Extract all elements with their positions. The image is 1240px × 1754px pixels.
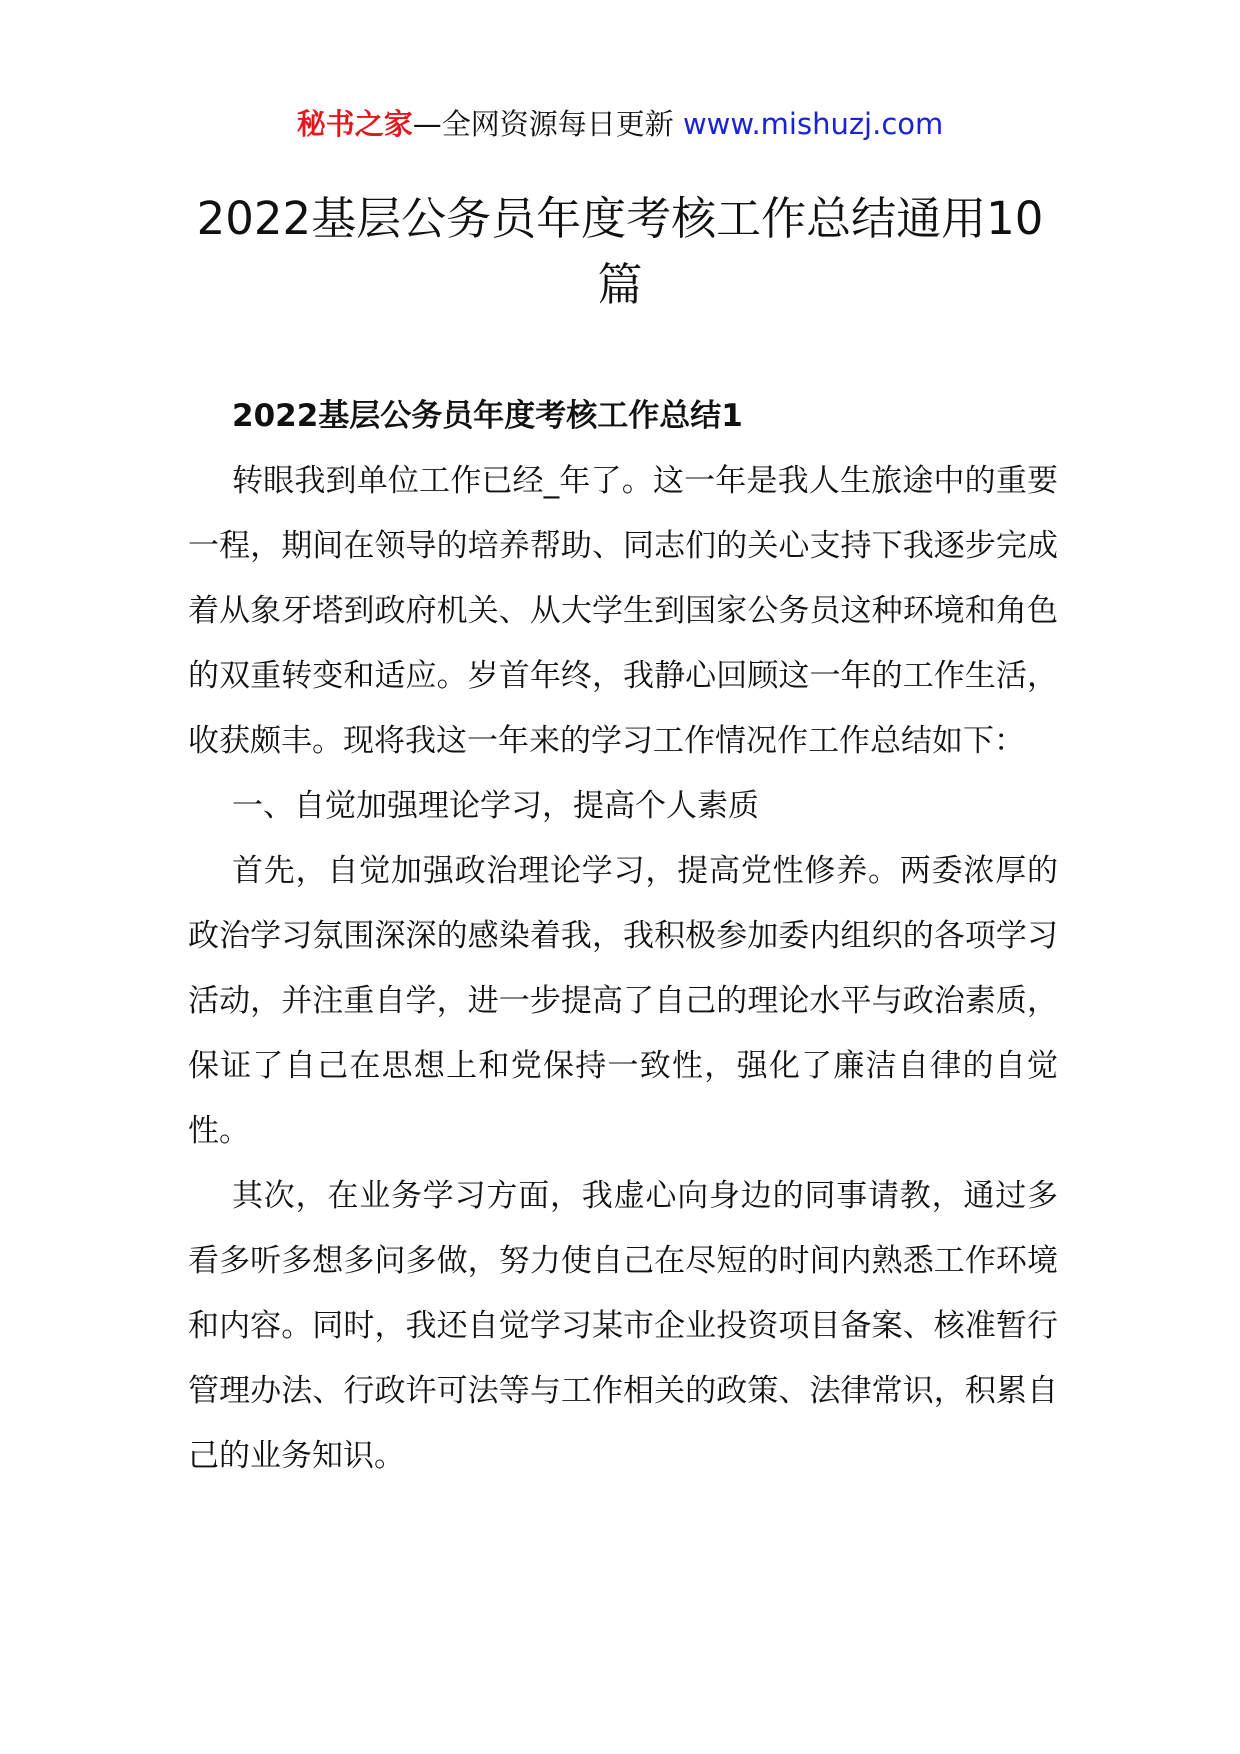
brand-name: 秘书之家	[296, 107, 413, 141]
paragraph-intro: 转眼我到单位工作已经_年了。这一年是我人生旅途中的重要一程，期间在领导的培养帮助、同志们的关心支持下我逐步完成着从象牙塔到政府机关、从大学生到国家公务员这种环境和角色的双重转变和适应。岁首年终，我静心回顾这一年的工作生活，收获颇丰。现将我这一年来的学习工作情况作工作总结如下：	[188, 463, 1058, 759]
site-header	[0, 100, 1240, 148]
section-heading: 2022基层公务员年度考核工作总结1	[232, 398, 743, 434]
paragraph-first: 首先，自觉加强政治理论学习，提高党性修养。两委浓厚的政治学习氛围深深的感染着我，我积极参加委内组织的各项学习活动，并注重自学，进一步提高了自己的理论水平与政治素质，保证了自己在思想上和党保持一致性，强化了廉洁自律的自觉性。	[188, 853, 1058, 1149]
header-tagline: —全网资源每日更新	[412, 107, 674, 141]
paragraph-subheading: 一、自觉加强理论学习，提高个人素质	[232, 788, 759, 824]
document-title: 2022基层公务员年度考核工作总结通用10篇	[196, 192, 1044, 311]
paragraph-second: 其次，在业务学习方面，我虚心向身边的同事请教，通过多看多听多想多问多做，努力使自己在尽短的时间内熟悉工作环境和内容。同时，我还自觉学习某市企业投资项目备案、核准暂行管理办法、行政许可法等与工作相关的政策、法律常识，积累自己的业务知识。	[188, 1178, 1058, 1474]
site-url-link[interactable]: www.mishuzj.com	[682, 107, 944, 141]
document-body	[188, 384, 1058, 1489]
